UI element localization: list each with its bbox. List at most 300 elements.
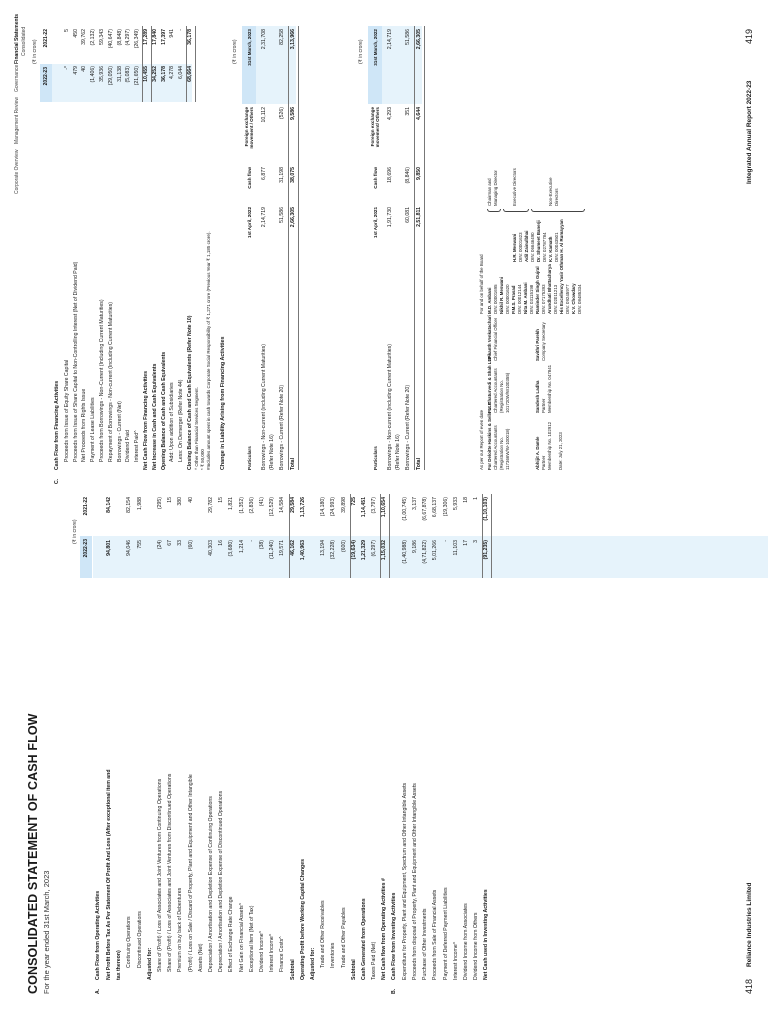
value-current: (4,71,822) <box>422 540 429 564</box>
value-previous: (26,349) <box>134 29 141 49</box>
value-a: 51,586 <box>279 207 285 223</box>
value-previous: (3,797) <box>371 497 378 514</box>
row-label: Subtotal <box>289 959 296 980</box>
value-a: 2,51,811 <box>415 207 422 227</box>
value-previous: 18 <box>463 497 469 503</box>
table-row <box>360 494 369 980</box>
row-label: Interest Income^ <box>452 941 459 980</box>
row-label: Proceeds from Borrowings - Non-Current (Including Current Maturities) <box>99 299 105 462</box>
table-row <box>462 494 471 980</box>
director-name: K.V. Kamath <box>548 236 553 262</box>
director-entry <box>559 219 571 314</box>
director-name: Arundhati Bhattacharya <box>547 264 552 314</box>
value-previous: 15 <box>167 497 174 503</box>
director-din: DIN: 02011213 <box>553 284 558 314</box>
table-row <box>160 26 169 470</box>
value-b: (8,846) <box>405 167 411 184</box>
row-label: Purchase of Other Investments <box>422 908 429 980</box>
total-underline <box>389 494 390 578</box>
table-row <box>421 494 430 980</box>
brace-chairman <box>487 209 501 212</box>
table2-header-0: Particulars <box>372 446 378 470</box>
table-row <box>168 26 177 470</box>
right-page-number: 419 <box>744 28 754 44</box>
value-current: 40 <box>81 66 88 72</box>
value-previous: (1,352) <box>238 497 245 514</box>
value-c: (526) <box>279 107 285 120</box>
table-row <box>380 494 389 980</box>
value-d: 2,14,719 <box>387 29 393 50</box>
value-c: 351 <box>405 107 411 116</box>
value-current: 94,046 <box>126 540 133 556</box>
table-row <box>472 494 481 980</box>
director-din: DIN: 00001623 <box>518 232 523 262</box>
row-label: Net Cash Flow from Financing Activities <box>143 371 149 470</box>
table-row <box>151 26 160 470</box>
table-row <box>278 26 287 470</box>
value-current: 13,194 <box>320 540 327 556</box>
row-label: Proceeds from Issue of Equity Share Capital <box>63 359 70 462</box>
value-current: (24) <box>157 540 163 550</box>
left-footer-company: Reliance Industries Limited <box>746 882 753 967</box>
table-row <box>278 494 287 980</box>
value-b: 31,198 <box>279 167 285 183</box>
value-previous: 40 <box>187 497 194 503</box>
as-per-report: As per our Report of even date <box>479 409 484 470</box>
table-row <box>124 26 133 470</box>
table-row <box>107 26 116 470</box>
director-entry <box>487 219 499 314</box>
left-unit-label: (₹ in crore) <box>72 519 78 544</box>
nav-corporate-overview[interactable]: Corporate Overview <box>14 149 20 194</box>
value-previous: (4,297) <box>125 29 132 46</box>
row-label: Discontinued Operations <box>136 911 143 968</box>
value-previous: 59,343 <box>99 29 105 45</box>
value-current: 19,571 <box>279 540 286 556</box>
subtotal-rule <box>350 494 351 578</box>
partner-1: Abhijit A. Damle Partner Membership No. 102912 <box>535 421 552 470</box>
value-previous: 39,762 <box>81 29 88 45</box>
value-previous: 6,68,137 <box>432 497 439 518</box>
value-d: 2,66,305 <box>415 29 422 50</box>
value-b: 18,696 <box>387 167 393 183</box>
value-c: 4,293 <box>387 107 393 120</box>
note-csr: #Includes amount spent in cash towards Corporate Social Responsibility of ₹ 1,271 crore (Previous Year ₹ 1,185 crore). <box>206 231 211 470</box>
director-din: DIN: 09245977 <box>565 284 570 314</box>
table-row <box>404 26 413 470</box>
value-previous: 941 <box>169 29 176 38</box>
table-row <box>72 26 81 470</box>
table2-header-2: Cash flow <box>372 167 378 189</box>
table-row <box>187 494 196 980</box>
table-row <box>329 494 338 980</box>
row-label: Assets (Net) <box>197 943 204 972</box>
change-in-liability-title: Change in Liability Arising from Financing Activities <box>220 336 226 470</box>
value-current: (60) <box>187 540 194 550</box>
value-previous: 1,10,654 <box>381 497 388 518</box>
brace-non-executive <box>531 209 585 212</box>
table-row <box>116 26 125 470</box>
value-current: 36,178 <box>160 66 167 82</box>
left-page-number: 418 <box>744 978 754 994</box>
value-current: 6,044 <box>178 66 185 79</box>
director-din: DIN: 00012144 <box>517 284 522 314</box>
row-label: Net Cash flow from Operating Activities # <box>381 878 388 980</box>
director-name: Nita M. Ambani <box>523 282 528 314</box>
table-row <box>299 494 308 980</box>
director-name: Adil Zainulbhai <box>524 230 529 262</box>
table2-header-4: 31st March, 2022 <box>368 26 382 104</box>
director-entry <box>499 219 511 314</box>
row-label: Share of (Profit) / Loss of Associates and Joint Ventures from Continuing Operations <box>157 778 163 972</box>
value-previous: (8,848) <box>116 29 123 46</box>
value-current: 755 <box>136 540 143 549</box>
value-current: 16 <box>218 540 225 546</box>
value-previous: 14,584 <box>279 497 286 513</box>
value-previous: 450 <box>72 29 79 38</box>
table1-header-1: 1st April, 2022 <box>246 207 252 238</box>
table-row <box>386 26 395 470</box>
value-previous: 17,840 <box>151 29 158 45</box>
statement-subtitle: For the year ended 31st March, 2023 <box>42 870 51 994</box>
row-label: Net Increase in Cash and Cash Equivalents <box>151 363 158 470</box>
value-current: (1,40,988) <box>401 540 408 564</box>
value-current: - <box>248 540 255 542</box>
table-row <box>197 494 206 980</box>
value-previous: (1,10,103) <box>483 497 490 521</box>
value-previous: 39,898 <box>340 497 347 513</box>
value-current: 31,138 <box>116 66 123 82</box>
table-row <box>350 494 359 980</box>
value-current: (32,228) <box>330 540 337 560</box>
table-row <box>260 26 269 470</box>
row-label: Payment of Lease Liabilities <box>90 397 97 462</box>
value-current: (21,650) <box>134 66 141 86</box>
role-executive: Executive Directors <box>512 168 517 206</box>
row-label: Operating Profit before Working Capital Changes <box>299 859 306 980</box>
row-label: Proceeds from disposal of Property, Plant and Equipment and Other Intangible Assets <box>412 783 418 980</box>
table2-header-1: 1st April, 2021 <box>372 207 378 238</box>
value-previous: 380 <box>177 497 184 506</box>
right-header-current-year: 2022-23 <box>40 64 52 102</box>
value-current: (38) <box>259 540 265 550</box>
value-current: 5,01,266 <box>432 540 439 561</box>
row-label: Trade and Other Payables <box>340 907 347 968</box>
right-footer-report: Integrated Annual Report 2022-23 <box>746 80 753 184</box>
subtotal-rule <box>380 494 381 578</box>
row-label: Repayment of Borrowings - Non-current (Including Current Maturities) <box>107 301 114 462</box>
director-entry <box>571 219 583 314</box>
table1-unit: (₹ in crore) <box>232 39 238 64</box>
director-entry <box>536 220 548 262</box>
value-previous: 84,142 <box>106 497 112 513</box>
row-label: Interest Income^ <box>269 933 276 972</box>
row-label: Borrowings - Current (Net) <box>116 401 123 462</box>
director-entry <box>524 220 536 262</box>
value-previous: 5 <box>63 29 70 32</box>
table-row <box>431 494 440 980</box>
table1-header-0: Particulars <box>246 446 252 470</box>
value-previous: (295) <box>157 497 163 510</box>
section-a-title: Cash Flow from Operating Activities <box>95 890 101 980</box>
total-underline <box>491 494 492 578</box>
row-label: Closing Balance of Cash and Cash Equivalents (Refer Note 10) <box>187 315 193 470</box>
value-previous: 29,584 <box>289 497 296 513</box>
nav-consolidated: Consolidated <box>21 26 27 56</box>
section-b-letter: B. <box>390 988 397 994</box>
total-underline <box>298 26 299 470</box>
director-name: P.M.S. Prasad <box>511 285 516 314</box>
table-row <box>268 494 277 980</box>
value-previous: 3,137 <box>412 497 418 510</box>
value-current: 94,801 <box>106 540 112 556</box>
table-row <box>415 26 424 470</box>
right-unit-label: (₹ in crore) <box>32 39 38 64</box>
value-previous: 725 <box>350 497 357 506</box>
value-current: 1,21,329 <box>361 540 367 561</box>
role-non-executive: Non-Executive Directors <box>548 177 559 206</box>
table-row <box>370 494 379 980</box>
value-previous: (24,993) <box>330 497 337 517</box>
table-row <box>340 494 349 980</box>
value-previous: 17,397 <box>160 29 167 45</box>
director-din: DIN: 00043501 <box>554 232 559 262</box>
director-din: DIN: 00001620 <box>505 284 510 314</box>
row-label: Net Profit Before Tax As Per Statement Of Profit And Loss (After exceptional item and <box>106 769 112 980</box>
section-a-letter: A. <box>95 988 101 994</box>
note-segment: ^ Other than Financial Services Segment. <box>194 387 199 470</box>
row-label-2: (Refer Note 16) <box>268 434 275 470</box>
table-row <box>207 494 216 980</box>
row-label: Total <box>415 457 422 470</box>
row-label: Adjusted for: <box>310 947 316 980</box>
section-c-title: Cash Flow from Financing Activities <box>54 380 60 470</box>
value-previous: 15 <box>218 497 225 503</box>
row-label: Share of (Profit) / Loss of Associates and Joint Ventures from Discontinued Operations <box>167 773 174 972</box>
value-current: 46,162 <box>289 540 296 556</box>
row-label: Net Cash used in Investing Activities <box>483 889 490 980</box>
subtotal-rule <box>482 494 483 578</box>
directors-column-2 <box>512 220 560 262</box>
row-label: Inventories <box>330 942 337 968</box>
partner-2: Sandesh Ladha Partner Membership No. 047841 <box>535 364 552 413</box>
value-current: 479 <box>72 66 79 75</box>
nav-management-review[interactable]: Management Review <box>14 97 20 144</box>
value-previous: (14,180) <box>320 497 327 517</box>
director-din: DIN: 08485334 <box>577 284 582 314</box>
value-previous: 5,933 <box>452 497 459 510</box>
table-row <box>401 494 410 980</box>
value-current: - <box>442 540 449 542</box>
table-row <box>227 494 236 980</box>
table1-header-3: Foreign exchange movement / Others <box>244 107 254 149</box>
value-current: 1,40,963 <box>299 540 306 561</box>
nav-financial-statements[interactable]: Financial Statements <box>14 13 20 64</box>
value-current: (19,634) <box>350 540 357 560</box>
value-current: (29,050) <box>107 66 114 86</box>
value-previous: 36,178 <box>187 29 193 45</box>
row-label: Continuing Operations <box>126 916 133 968</box>
value-d: 82,258 <box>279 29 285 45</box>
value-current: 10,455 <box>143 66 149 82</box>
officer-2: Savithri Parekh Company Secretary <box>535 322 546 361</box>
value-previous: (40,647) <box>107 29 114 49</box>
value-b: 9,850 <box>415 167 422 180</box>
value-previous: (1,00,745) <box>401 497 408 521</box>
left-header-current-year: 2022-23 <box>80 536 92 578</box>
director-din: DIN: 03115198 <box>529 284 534 314</box>
value-c: 9,586 <box>289 107 296 120</box>
value-previous: 1,821 <box>228 497 235 510</box>
row-label: Taxes Paid (Net) <box>371 941 378 980</box>
director-name: His Excellency Yasir Othman H. Al Rumayyan <box>559 219 564 314</box>
director-entry <box>548 220 560 262</box>
director-name: K.V. Chowdary <box>571 283 576 314</box>
signing-date: Date: July 21, 2023 <box>558 432 563 470</box>
section-c-letter: C. <box>54 478 60 484</box>
table-row <box>411 494 420 980</box>
value-current: (91,235) <box>483 540 490 560</box>
row-label: tax thereon) <box>116 950 123 980</box>
table-row <box>89 26 98 470</box>
total-underline <box>195 26 196 102</box>
officer-1: Srikanth Venkatachari Chief Financial Officer <box>487 315 498 361</box>
value-current: 35,936 <box>99 66 105 82</box>
row-label: Interest Paid^ <box>134 430 141 462</box>
value-previous: (6,67,878) <box>422 497 429 521</box>
table-row <box>142 26 151 470</box>
row-label: Proceeds from Issue of Share Capital to Non-Controlling Interest (Net of Dividend Paid) <box>72 261 79 462</box>
row-label: Proceeds from Sale of Financial Assets <box>432 889 439 980</box>
value-previous: - <box>178 29 185 31</box>
row-label: Less: On Demerger (Refer Note 44) <box>178 379 185 462</box>
row-label-2: (Refer Note 16) <box>394 434 401 470</box>
value-previous: 17,289 <box>143 29 149 45</box>
value-previous: 29,782 <box>208 497 214 513</box>
table-row <box>98 26 107 470</box>
table-row <box>319 494 328 980</box>
value-current: (6,297) <box>371 540 378 557</box>
row-label: Borrowings - Current (Refer Note 20) <box>405 384 411 470</box>
table-row <box>146 494 155 980</box>
row-label: Trade and Other Receivables <box>320 900 327 968</box>
value-previous: 82,154 <box>126 497 133 513</box>
row-label: Dividend Paid <box>125 429 132 462</box>
table-row <box>80 26 89 470</box>
table-row <box>238 494 247 980</box>
table-row <box>133 26 142 470</box>
total-underline <box>424 26 425 470</box>
row-label: Adjusted for: <box>146 947 153 980</box>
table-row <box>442 494 451 980</box>
value-current: 68,664 <box>187 66 193 82</box>
value-current: (3,680) <box>228 540 235 557</box>
value-d: 2,31,708 <box>261 29 267 50</box>
row-label: Effect of Exchange Rate Change <box>228 896 235 972</box>
director-name: Dr. Shumeet Banerji <box>536 220 541 262</box>
value-previous: 1,14,451 <box>361 497 367 518</box>
row-label: Dividend Income from Associates <box>463 903 469 980</box>
director-din: DIN: 00001695 <box>493 284 498 314</box>
value-current: 34,252 <box>151 66 158 82</box>
row-label: Opening Balance of Cash and Cash Equivalents <box>160 351 167 470</box>
value-a: 2,66,305 <box>289 207 296 228</box>
value-current: (1,406) <box>90 66 97 83</box>
value-current: 11,103 <box>452 540 459 556</box>
value-b: 6,877 <box>261 167 267 180</box>
table-row <box>156 494 165 980</box>
row-label: Cash Generated from Operations <box>361 898 367 980</box>
table-row <box>125 494 134 980</box>
value-previous: 1,13,726 <box>299 497 306 518</box>
role-chairman: Chairman and Managing Director <box>487 170 498 206</box>
value-current: 4,278 <box>169 66 176 79</box>
value-d: 3,13,966 <box>289 29 296 50</box>
director-entry <box>512 220 524 262</box>
row-label: Premium on buy back of Debentures <box>177 887 184 972</box>
value-previous: (2,132) <box>90 29 97 46</box>
value-previous: (12,529) <box>269 497 276 517</box>
brace-executive <box>503 209 529 212</box>
row-label: Finance Costs^ <box>279 936 286 972</box>
value-a: 60,081 <box>405 207 411 223</box>
row-label: Dividend Income from Others <box>473 912 480 980</box>
on-behalf-of-board: For and on behalf of the Board <box>479 254 484 314</box>
section-b-title: Cash Flow from Investing Activities <box>390 892 397 980</box>
table-row <box>115 494 124 980</box>
nav-governance[interactable]: Governance <box>14 64 20 92</box>
value-previous: (41) <box>259 497 265 507</box>
table-row <box>63 26 72 470</box>
row-label: Net Proceeds from Rights Issue <box>81 388 88 462</box>
row-label: Dividend Income^ <box>259 930 265 972</box>
subtotal-rule <box>186 26 187 102</box>
table-row <box>166 494 175 980</box>
subtotal-rule <box>142 26 143 102</box>
value-current: 33 <box>177 540 184 546</box>
table-row <box>105 494 114 980</box>
value-current: 40,303 <box>208 540 214 556</box>
table-row <box>309 494 318 980</box>
table-row <box>482 494 491 980</box>
table-row <box>248 494 257 980</box>
director-name: H.R. Meswani <box>512 233 517 262</box>
table-row <box>177 26 186 470</box>
row-label: Exceptional Item (Net of Tax) <box>248 905 255 972</box>
value-previous: 1 <box>473 497 480 500</box>
value-c: 4,644 <box>415 107 422 120</box>
table-row <box>136 494 145 980</box>
value-current: (600) <box>340 540 347 553</box>
director-din: DIN: 02787784 <box>542 232 547 262</box>
value-b: 38,075 <box>289 167 296 183</box>
row-label: Borrowings - Current (Refer Note 20) <box>279 384 285 470</box>
left-header-previous-year: 2021-22 <box>83 497 89 516</box>
value-current: 67 <box>167 540 174 546</box>
director-name: M.D. Ambani <box>487 287 492 314</box>
table2-unit: (₹ in crore) <box>358 39 364 64</box>
row-label: Payment of Deferred Payment Liabilities <box>442 887 449 980</box>
row-label: Net Gain on Financial Assets^ <box>238 902 245 972</box>
value-current: (11,240) <box>269 540 276 559</box>
value-previous: 1,988 <box>136 497 143 510</box>
value-a: 2,14,719 <box>261 207 267 228</box>
value-current: 3 <box>473 540 480 543</box>
value-d: 51,586 <box>405 29 411 45</box>
note-amount: * ₹ 50,000 <box>200 449 205 470</box>
table-row <box>289 26 298 470</box>
director-name: Nikhil R. Meswani <box>499 276 504 314</box>
